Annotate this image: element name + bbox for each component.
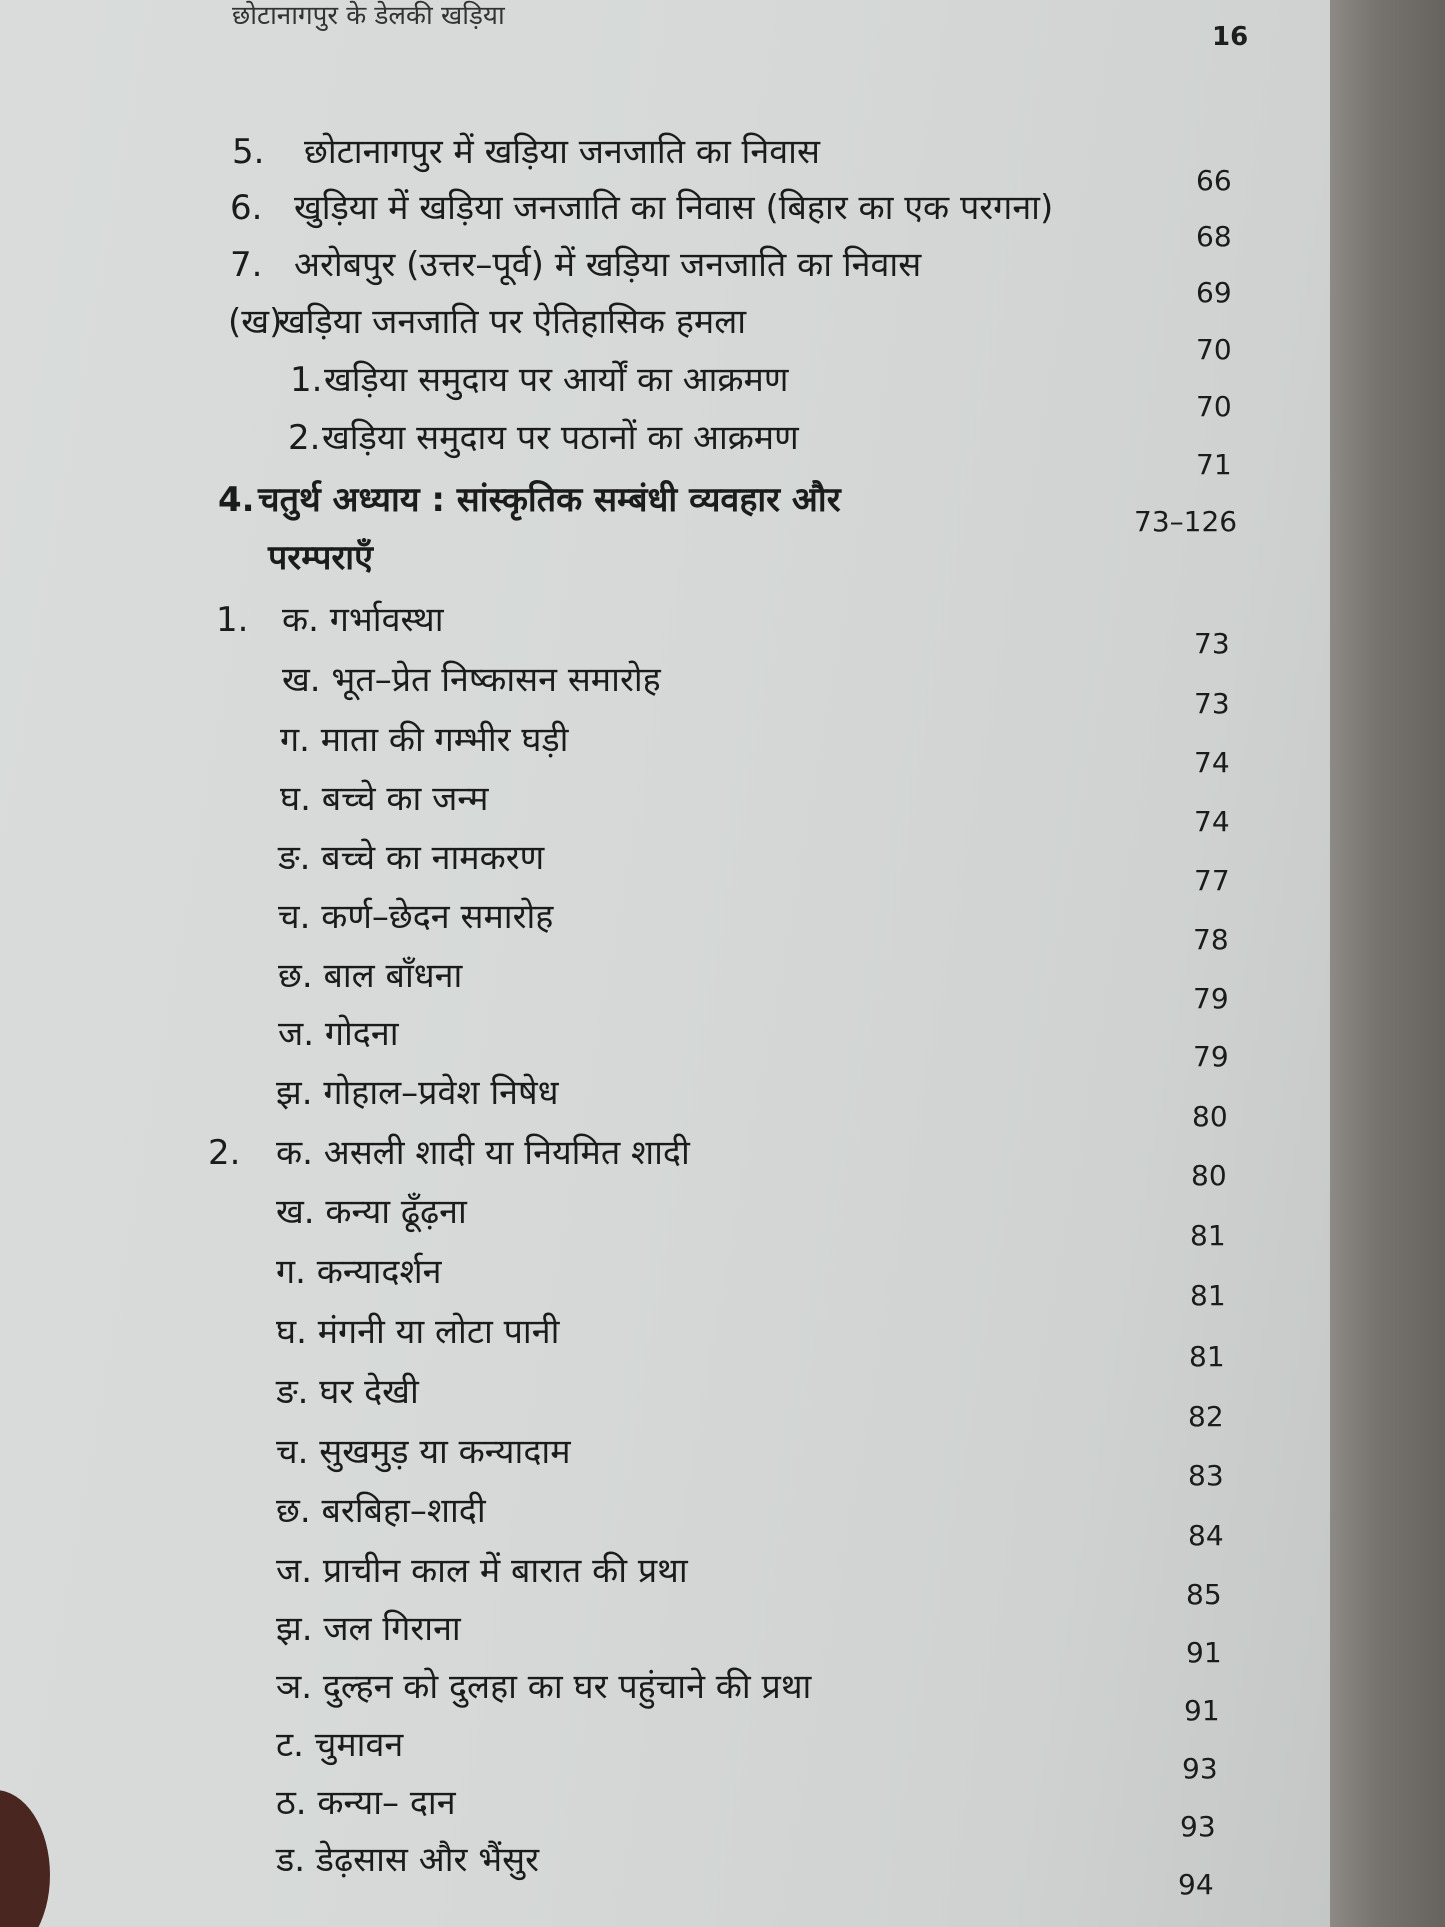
toc-entry-title: खड़िया समुदाय पर पठानों का आक्रमण — [322, 418, 799, 458]
toc-entry-page: 81 — [1189, 1340, 1225, 1373]
toc-entry-page: 81 — [1190, 1279, 1226, 1312]
toc-entry-number: 2. — [288, 418, 321, 458]
toc-entry-page: 85 — [1186, 1578, 1222, 1611]
toc-entry-number: 5. — [232, 132, 265, 172]
toc-entry — [232, 132, 820, 173]
toc-entry — [276, 1372, 419, 1413]
toc-entry — [276, 1192, 467, 1233]
toc-entry — [228, 302, 746, 343]
toc-entry-page: 79 — [1193, 1040, 1229, 1073]
toc-entry-number: (ख) — [228, 302, 283, 342]
page-number: 16 — [1212, 22, 1249, 52]
chapter-number: 4. — [218, 480, 255, 520]
toc-entry — [278, 956, 462, 997]
toc-entry — [276, 1312, 559, 1353]
toc-entry — [276, 1252, 441, 1293]
toc-entry-number: 1. — [216, 600, 249, 640]
toc-entry-page: 93 — [1182, 1752, 1218, 1785]
toc-entry — [276, 1073, 559, 1114]
toc-entry-title: ट. चुमावन — [276, 1725, 404, 1765]
toc-entry — [276, 1432, 571, 1473]
toc-entry-title: ङ. बच्चे का नामकरण — [278, 838, 545, 878]
chapter-title: चतुर्थ अध्याय : सांस्कृतिक सम्बंधी व्यवहार और — [258, 480, 841, 520]
toc-entry-page: 70 — [1196, 333, 1232, 366]
toc-entry — [276, 1551, 688, 1592]
toc-entry — [278, 1014, 399, 1055]
toc-entry-page: 74 — [1194, 746, 1230, 779]
toc-entry-page: 77 — [1194, 864, 1230, 897]
toc-entry — [288, 418, 799, 459]
toc-entry-title: ज. गोदना — [278, 1014, 399, 1054]
toc-entry-page: 80 — [1191, 1159, 1227, 1192]
toc-entry-title: घ. बच्चे का जन्म — [280, 779, 489, 819]
toc-entry — [276, 1491, 486, 1532]
toc-entry-page: 73 — [1194, 687, 1230, 720]
toc-entry-page: 78 — [1193, 923, 1229, 956]
toc-entry — [276, 1609, 461, 1650]
running-head: छोटानागपुर के डेलकी खड़िया — [232, 1, 505, 31]
toc-entry — [208, 1133, 690, 1174]
toc-entry-title: ड. डेढ़सास और भैंसुर — [276, 1840, 540, 1880]
toc-entry-page: 69 — [1196, 276, 1232, 309]
toc-entry-page: 94 — [1178, 1868, 1214, 1901]
toc-entry-number: 6. — [230, 188, 263, 228]
toc-entry-number: 7. — [230, 245, 263, 285]
toc-entry — [278, 838, 544, 879]
toc-entry-title: घ. मंगनी या लोटा पानी — [276, 1312, 560, 1352]
toc-entry-page: 81 — [1190, 1219, 1226, 1252]
toc-entry-page: 70 — [1196, 390, 1232, 423]
toc-entry-title: ठ. कन्या– दान — [276, 1783, 456, 1823]
chapter-title-line2: परम्पराएँ — [268, 538, 373, 578]
toc-entry — [276, 1725, 403, 1766]
toc-entry — [282, 660, 661, 701]
toc-entry-page: 79 — [1193, 982, 1229, 1015]
toc-entry-title: ञ. दुल्हन को दुलहा का घर पहुंचाने की प्रथा — [276, 1667, 812, 1707]
toc-entry-page: 82 — [1188, 1400, 1224, 1433]
chapter-page-range: 73–126 — [1134, 505, 1238, 538]
toc-entry-title: छ. बरबिहा–शादी — [276, 1491, 486, 1531]
toc-entry-title: क. असली शादी या नियमित शादी — [276, 1133, 690, 1173]
page-corner-shadow — [0, 1790, 50, 1927]
toc-entry-title: ज. प्राचीन काल में बारात की प्रथा — [276, 1551, 688, 1591]
toc-entry-page: 84 — [1188, 1519, 1224, 1552]
toc-entry-page: 66 — [1196, 164, 1232, 197]
toc-entry-title: ग. कन्यादर्शन — [276, 1252, 442, 1292]
toc-entry-title: ख. भूत–प्रेत निष्कासन समारोह — [282, 660, 661, 700]
toc-entry-page: 68 — [1196, 220, 1232, 253]
toc-entry-title: छ. बाल बाँधना — [278, 956, 463, 996]
toc-entry — [276, 1667, 811, 1708]
toc-entry — [230, 245, 921, 286]
toc-entry-title: झ. गोहाल–प्रवेश निषेध — [276, 1073, 559, 1113]
toc-entry-page: 91 — [1186, 1636, 1222, 1669]
toc-entry-title: छोटानागपुर में खड़िया जनजाति का निवास — [304, 132, 820, 172]
toc-entry-title: ङ. घर देखी — [276, 1372, 419, 1412]
toc-entry-title: च. कर्ण–छेदन समारोह — [278, 897, 554, 937]
toc-entry — [280, 779, 488, 820]
toc-entry-number: 1. — [290, 360, 323, 400]
toc-entry-page: 74 — [1194, 805, 1230, 838]
toc-entry-title: अरोबपुर (उत्तर–पूर्व) में खड़िया जनजाति का निवास — [294, 245, 922, 285]
chapter-heading — [218, 480, 841, 521]
toc-entry — [280, 720, 568, 761]
toc-entry — [230, 188, 1053, 229]
toc-entry — [290, 360, 788, 401]
toc-entry-page: 73 — [1194, 627, 1230, 660]
toc-entry-page: 83 — [1188, 1459, 1224, 1492]
toc-entry — [278, 897, 553, 938]
toc-entry-title: झ. जल गिराना — [276, 1609, 461, 1649]
toc-entry-page: 93 — [1180, 1810, 1216, 1843]
toc-entry-page: 80 — [1192, 1100, 1228, 1133]
toc-entry-title: खड़िया जनजाति पर ऐतिहासिक हमला — [278, 302, 747, 342]
toc-entry-number: 2. — [208, 1133, 241, 1173]
toc-entry-page: 91 — [1184, 1694, 1220, 1727]
toc-entry — [276, 1783, 456, 1824]
toc-entry-title: क. गर्भावस्था — [282, 600, 444, 640]
book-edge-shadow — [1330, 0, 1445, 1927]
toc-entry-title: ख. कन्या ढूँढ़ना — [276, 1192, 467, 1232]
toc-entry — [216, 600, 444, 641]
toc-entry-title: ग. माता की गम्भीर घड़ी — [280, 720, 569, 760]
toc-entry-title: च. सुखमुड़ या कन्यादाम — [276, 1432, 571, 1472]
toc-entry-page: 71 — [1196, 448, 1232, 481]
toc-entry-title: खुड़िया में खड़िया जनजाति का निवास (बिहार का एक परगना) — [294, 188, 1054, 228]
toc-entry-title: खड़िया समुदाय पर आर्यों का आक्रमण — [324, 360, 789, 400]
toc-entry — [276, 1840, 539, 1881]
